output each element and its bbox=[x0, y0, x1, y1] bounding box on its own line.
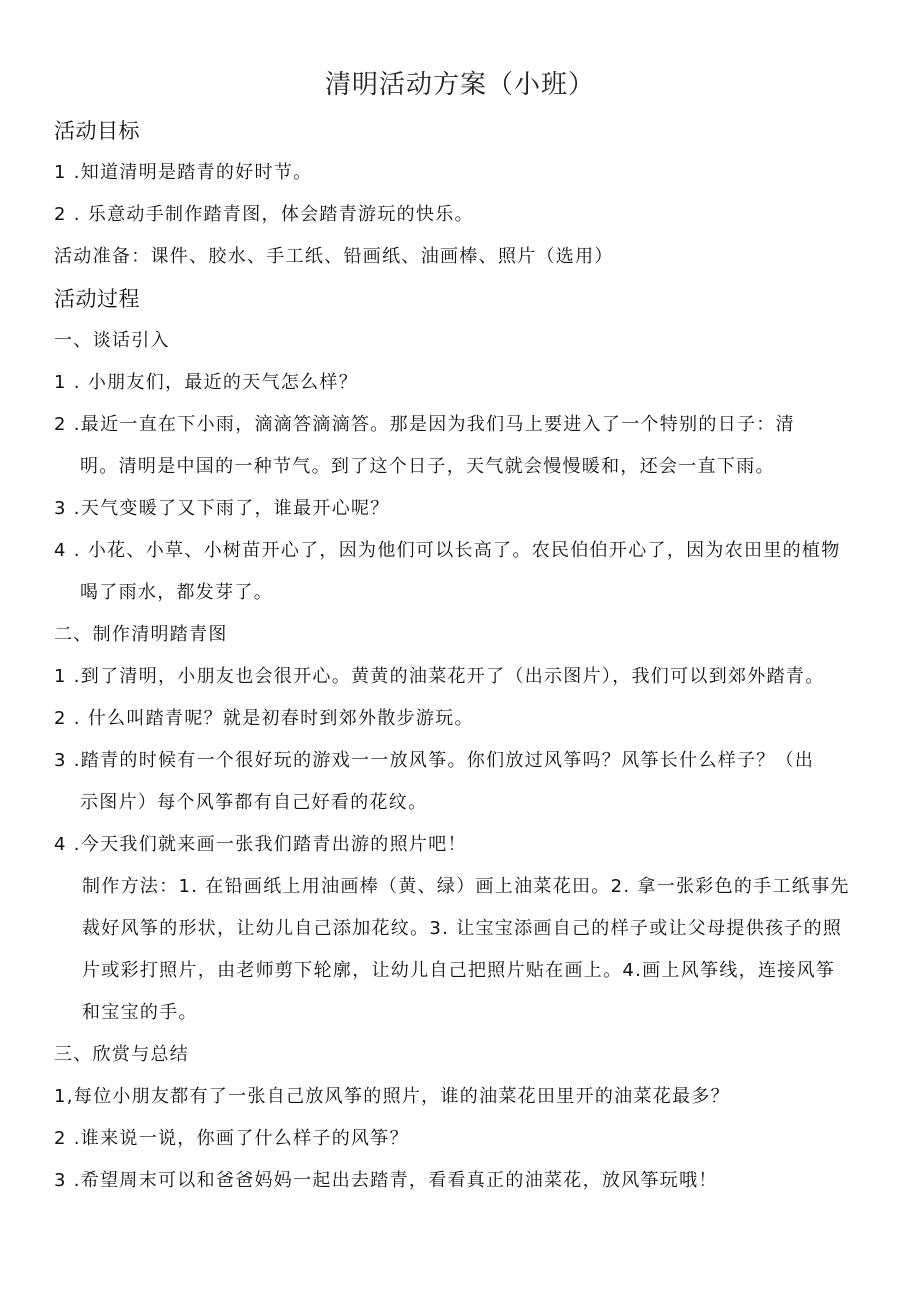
preparation-line: 活动准备：课件、胶水、手工纸、铅画纸、油画棒、照片（选用） bbox=[54, 246, 614, 267]
section-2-item-3-cont: 示图片）每个风筝都有自己好看的花纹。 bbox=[80, 792, 428, 813]
method-line-2: 裁好风筝的形状，让幼儿自己添加花纹。3. 让宝宝添画自己的样子或让父母提供孩子的照 bbox=[82, 918, 843, 939]
goal-item-1: 1 .知道清明是踏青的好时节。 bbox=[54, 162, 313, 183]
section-1-item-3: 3 .天气变暖了又下雨了，谁最开心呢？ bbox=[54, 498, 390, 519]
section-1-item-2: 2 .最近一直在下小雨，滴滴答滴滴答。那是因为我们马上要进入了一个特别的日子：清 bbox=[54, 414, 795, 435]
method-line-3: 片或彩打照片，由老师剪下轮廓，让幼儿自己把照片贴在画上。4.画上风筝线，连接风筝 bbox=[82, 960, 836, 981]
section-1-item-4: 4 . 小花、小草、小树苗开心了，因为他们可以长高了。农民伯伯开心了，因为农田里的植物 bbox=[54, 540, 841, 561]
section-1-item-2-cont: 明。清明是中国的一种节气。到了这个日子，天气就会慢慢暖和，还会一直下雨。 bbox=[80, 456, 775, 477]
goal-item-2: 2 . 乐意动手制作踏青图，体会踏青游玩的快乐。 bbox=[54, 204, 474, 225]
section-2-item-1: 1 .到了清明，小朋友也会很开心。黄黄的油菜花开了（出示图片），我们可以到郊外踏青。 bbox=[54, 666, 825, 687]
process-heading: 活动过程 bbox=[54, 287, 140, 311]
method-line-4: 和宝宝的手。 bbox=[82, 1002, 198, 1023]
section-1-item-1: 1 . 小朋友们，最近的天气怎么样？ bbox=[54, 372, 359, 393]
goal-heading: 活动目标 bbox=[54, 119, 140, 143]
section-2-item-4: 4 .今天我们就来画一张我们踏青出游的照片吧！ bbox=[54, 834, 467, 855]
section-3-heading: 三、欣赏与总结 bbox=[54, 1044, 190, 1065]
method-line-1: 制作方法：1. 在铅画纸上用油画棒（黄、绿）画上油菜花田。2. 拿一张彩色的手工纸事先 bbox=[82, 876, 850, 897]
section-1-heading: 一、谈话引入 bbox=[54, 330, 170, 351]
document-title: 清明活动方案（小班） bbox=[324, 70, 595, 100]
section-3-item-1: 1,每位小朋友都有了一张自己放风筝的照片，谁的油菜花田里开的油菜花最多？ bbox=[54, 1086, 730, 1107]
section-3-item-3: 3 .希望周末可以和爸爸妈妈一起出去踏青，看看真正的油菜花，放风筝玩哦！ bbox=[54, 1170, 718, 1191]
section-3-item-2: 2 .谁来说一说，你画了什么样子的风筝？ bbox=[54, 1128, 409, 1149]
section-2-heading: 二、制作清明踏青图 bbox=[54, 624, 228, 645]
section-1-item-4-cont: 喝了雨水，都发芽了。 bbox=[80, 582, 273, 603]
section-2-item-3: 3 .踏青的时候有一个很好玩的游戏一一放风筝。你们放过风筝吗？风筝长什么样子？（出 bbox=[54, 750, 815, 771]
section-2-item-2: 2 . 什么叫踏青呢？就是初春时到郊外散步游玩。 bbox=[54, 708, 474, 729]
